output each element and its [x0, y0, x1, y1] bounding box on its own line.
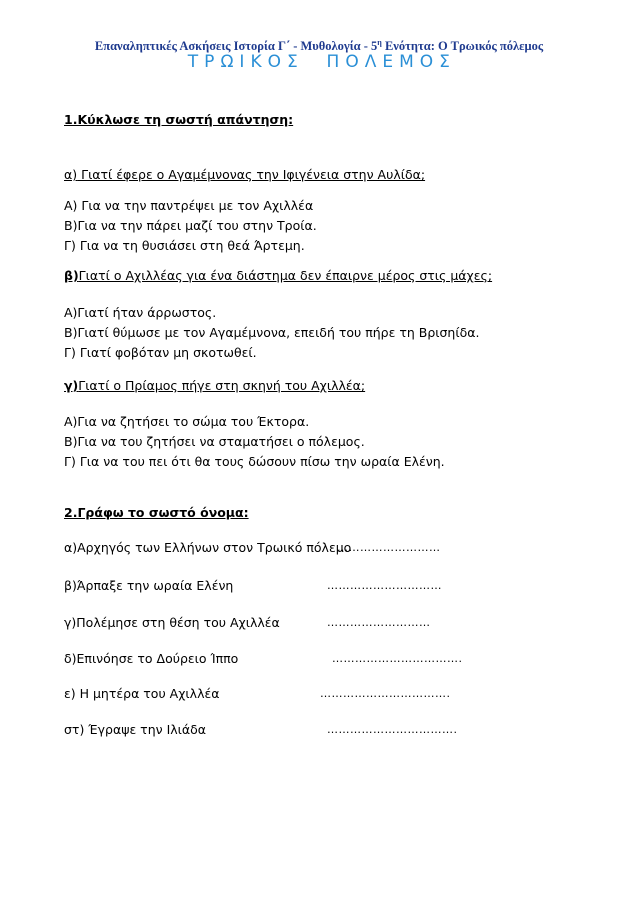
answer-blank-a[interactable]: ………………………: [337, 541, 441, 554]
option-c3: Γ) Για να του πει ότι θα τους δώσουν πίσω την ωραία Ελένη.: [64, 454, 445, 469]
option-a1: Α) Για να την παντρέψει με τον Αχιλλέα: [64, 198, 314, 213]
answer-blank-c[interactable]: ………………………: [327, 616, 431, 629]
fill-item-f: στ) Έγραψε την Ιλιάδα: [64, 722, 207, 737]
header-text: Επαναληπτικές Ασκήσεις Ιστορία Γ΄ - Μυθολογία - 5: [94, 39, 378, 54]
question-letter: γ): [64, 378, 79, 393]
worksheet-title: Τ Ρ Ω Ι Κ Ο Σ Π Ο Λ Ε Μ Ο Σ: [187, 52, 451, 72]
option-c1: Α)Για να ζητήσει το σώμα του Έκτορα.: [64, 414, 310, 429]
question-c: [64, 378, 365, 393]
option-c2: Β)Για να του ζητήσει να σταματήσει ο πόλεμος.: [64, 434, 365, 449]
question-text: Γιατί ο Πρίαμος πήγε στη σκηνή του Αχιλλέα;: [78, 378, 366, 393]
question-letter: α): [64, 167, 78, 182]
exercise1-heading: 1.Κύκλωσε τη σωστή απάντηση:: [64, 112, 294, 127]
fill-item-b: β)Άρπαξε την ωραία Ελένη: [64, 578, 234, 593]
fill-item-a: α)Αρχηγός των Ελλήνων στον Τρωικό πόλεμο: [64, 540, 352, 555]
option-a3: Γ) Για να τη θυσιάσει στη θεά Άρτεμη.: [64, 238, 305, 253]
answer-blank-f[interactable]: …………………………….: [327, 723, 458, 736]
exercise2-heading: 2.Γράφω το σωστό όνομα:: [64, 505, 249, 520]
question-text: Γιατί ο Αχιλλέας για ένα διάστημα δεν έπαιρνε μέρος στις μάχες;: [78, 268, 493, 283]
fill-item-c: γ)Πολέμησε στη θέση του Αχιλλέα: [64, 615, 280, 630]
question-letter: β): [64, 268, 79, 283]
answer-blank-d[interactable]: …………………………….: [332, 652, 463, 665]
header-superscript: η: [377, 38, 382, 47]
answer-blank-e[interactable]: …………………………….: [320, 687, 451, 700]
fill-item-e: ε) Η μητέρα του Αχιλλέα: [64, 686, 220, 701]
option-b2: Β)Γιατί θύμωσε με τον Αγαμέμνονα, επειδή του πήρε τη Βρισηίδα.: [64, 325, 480, 340]
fill-item-d: δ)Επινόησε το Δούρειο Ίππο: [64, 651, 239, 666]
header-text-end: Ενότητα: Ο Τρωικός πόλεμος: [381, 39, 544, 54]
option-a2: Β)Για να την πάρει μαζί του στην Τροία.: [64, 218, 317, 233]
answer-blank-b[interactable]: …………………………: [327, 579, 442, 592]
question-a: [64, 167, 425, 182]
question-b: [64, 268, 492, 283]
option-b1: Α)Γιατί ήταν άρρωστος.: [64, 305, 217, 320]
option-b3: Γ) Γιατί φοβόταν μη σκοτωθεί.: [64, 345, 257, 360]
question-text: Γιατί έφερε ο Αγαμέμνονας την Ιφιγένεια στην Αυλίδα;: [77, 167, 426, 182]
